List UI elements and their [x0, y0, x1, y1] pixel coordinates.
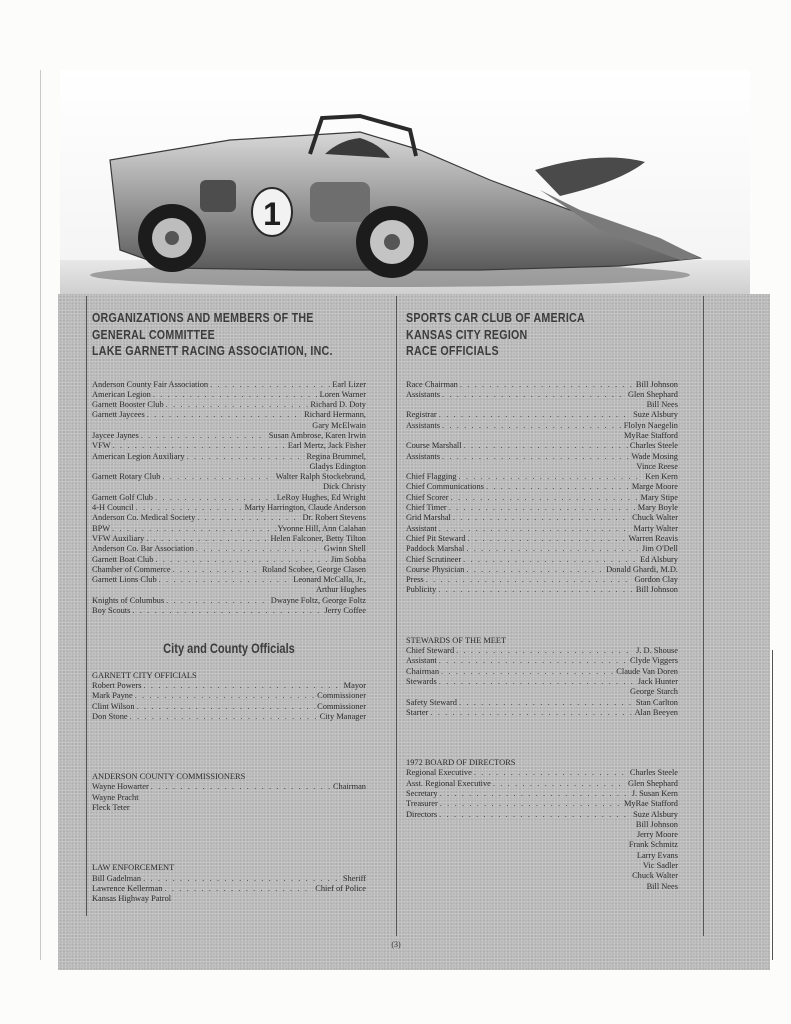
entry-row [92, 493, 366, 503]
entry-row [406, 482, 678, 492]
entry-value: MyRae Stafford [623, 799, 678, 809]
leader-dots [439, 656, 628, 666]
entry-value: Richard D. Doty [310, 400, 366, 410]
leader-dots [439, 524, 632, 534]
entry-label: Lawrence Kellerman [92, 883, 163, 893]
stewards-subhead: STEWARDS OF THE MEET [406, 635, 507, 645]
entry-value: Jack Hunter [637, 676, 678, 686]
entry-value: Bill Johnson [635, 379, 678, 389]
entry-value: Clyde Viggers [630, 656, 678, 666]
entry-row [406, 799, 678, 809]
leader-dots [147, 410, 302, 420]
entry-row [406, 380, 678, 390]
entry-label: Garnett Rotary Club [92, 472, 161, 482]
entry-label: Garnett Jaycees [92, 410, 145, 420]
entry-value: J. Susan Kern [631, 789, 678, 798]
entry-row [406, 779, 678, 789]
city-county-title: City and County Officials [163, 641, 295, 657]
entry-row [406, 555, 678, 565]
leader-dots [493, 779, 626, 789]
leader-dots [164, 884, 313, 894]
entry-label: Garnett Golf Club [92, 492, 153, 502]
leader-dots [439, 410, 631, 420]
leader-dots [146, 534, 268, 544]
stewards-list [406, 646, 678, 718]
entry-row [406, 656, 678, 666]
entry-row [92, 555, 366, 565]
organizations-list [92, 380, 366, 617]
leader-dots [466, 565, 604, 575]
leader-dots [459, 698, 634, 708]
law-enforcement-subhead: LAW ENFORCEMENT [92, 863, 175, 873]
entry-label: Chief Timer [406, 503, 447, 513]
column-rule-right [703, 296, 704, 936]
entry-row [406, 585, 678, 595]
city-officials-subhead: GARNETT CITY OFFICIALS [92, 670, 197, 680]
leader-dots [438, 585, 634, 595]
entry-continuation: Jerry Moore [636, 830, 678, 840]
entry-label: Garnett Lions Club [92, 575, 157, 585]
leader-dots [196, 544, 322, 554]
entry-continuation: Bill Johnson [635, 819, 678, 829]
entry-value: Glen Shephard [627, 778, 678, 788]
entry-row [92, 596, 366, 606]
entry-label: Assistants [406, 420, 440, 430]
leader-dots [197, 513, 300, 523]
entry-label: VFW Auxiliary [92, 533, 145, 543]
entry-value: Donald Ghardi, M.D. [606, 564, 678, 574]
entry-label: Race Chairman [406, 379, 458, 389]
entry-label: Chief Scorer [406, 492, 449, 502]
county-commissioners-list [92, 782, 366, 792]
leader-dots [187, 452, 305, 462]
scan-edge-right [772, 650, 773, 960]
city-officials-list [92, 681, 366, 722]
entry-label: Chairman [406, 666, 440, 676]
entry-value: Charles Steele [629, 768, 678, 778]
entry-label: Regional Executive [406, 768, 472, 778]
entry-continuation: Vic Sadler [642, 861, 678, 871]
entry-label: Chamber of Commerce [92, 564, 171, 574]
entry-value: Roland Scobee, George Clasen [261, 564, 366, 574]
entry-value: Jim O'Dell [641, 544, 678, 554]
leader-dots [141, 431, 267, 441]
entry-label: Secretary [406, 789, 438, 798]
entry-value: Dr. Robert Stevens [302, 513, 366, 523]
leader-dots [166, 400, 309, 410]
entry-row [92, 702, 366, 712]
entry-value: Chief of Police [315, 883, 366, 893]
column-rule-left [86, 296, 87, 916]
leader-dots [442, 452, 629, 462]
plain-line: Kansas Highway Patrol [92, 894, 172, 904]
entry-label: Chief Pit Steward [406, 533, 466, 543]
left-column [92, 310, 366, 904]
board-subhead: 1972 BOARD OF DIRECTORS [406, 758, 516, 768]
entry-row [92, 782, 366, 792]
entry-value: Warren Reavis [628, 533, 678, 543]
entry-value: Claude Van Doren [616, 666, 678, 676]
leader-dots [153, 390, 318, 400]
leader-dots [132, 606, 322, 616]
county-commissioners-plain [92, 793, 366, 814]
entry-continuation: Chuck Walter [632, 871, 678, 881]
race-car-illustration [60, 70, 750, 294]
leader-dots [440, 789, 630, 799]
entry-label: Asst. Regional Executive [406, 778, 491, 788]
entry-value: Jim Sobba [330, 554, 366, 564]
entry-continuation: Gary McElwain [312, 420, 366, 430]
entry-row [406, 513, 678, 523]
leader-dots [460, 380, 634, 390]
entry-label: Assistant [406, 523, 437, 533]
entry-row [92, 441, 366, 451]
leader-dots [458, 472, 643, 482]
leader-dots [166, 596, 269, 606]
entry-label: Anderson Co. Bar Association [92, 544, 194, 554]
entry-label: Anderson Co. Medical Society [92, 513, 196, 523]
leader-dots [426, 575, 633, 585]
entry-value: Gordon Clay [634, 575, 678, 585]
entry-row [406, 565, 678, 575]
entry-value: Mary Stipe [640, 492, 678, 502]
leader-dots [135, 691, 315, 701]
entry-label: BPW [92, 523, 111, 533]
entry-label: Chief Communications [406, 482, 484, 492]
plain-line: Wayne Pracht [92, 792, 139, 802]
leader-dots [486, 482, 630, 492]
scan-edge-left [40, 70, 41, 960]
entry-label: Course Marshall [406, 441, 462, 451]
entry-value: Earl Lizer [332, 379, 366, 389]
entry-value: Chuck Walter [632, 513, 678, 523]
right-column [406, 310, 678, 892]
entry-value: Walter Ralph Stockebrand, [275, 472, 366, 482]
entry-row [92, 452, 366, 462]
leader-dots [474, 768, 628, 778]
committee-heading: ORGANIZATIONS AND MEMBERS OF THE GENERAL COMMITTEE LAKE GARNETT RACING ASSOCIATION, INC. [92, 310, 333, 358]
entry-row [406, 708, 678, 718]
entry-label: Publicity [406, 585, 437, 595]
entry-continuation: Gladys Edington [309, 461, 366, 471]
entry-label: 4-H Council [92, 503, 134, 513]
entry-row [92, 380, 366, 390]
entry-row [92, 503, 366, 513]
entry-row [406, 575, 678, 585]
entry-value: Helen Falconer, Betty Tilton [270, 533, 366, 543]
entry-label: Press [406, 575, 424, 585]
entry-row [92, 575, 366, 585]
entry-row [406, 503, 678, 513]
entry-label: Knights of Columbus [92, 595, 165, 605]
entry-label: Robert Powers [92, 680, 142, 690]
entry-row [92, 606, 366, 616]
entry-continuation: Bill Nees [646, 400, 678, 410]
entry-row [406, 441, 678, 451]
entry-label: Registrar [406, 410, 437, 420]
entry-value: Gwinn Shell [323, 544, 366, 554]
entry-continuation: MyRae Stafford [623, 430, 678, 440]
county-commissioners-subhead: ANDERSON COUNTY COMMISSIONERS [92, 772, 246, 782]
entry-label: Boy Scouts [92, 606, 131, 616]
page-number: (3) [391, 940, 401, 949]
entry-row [406, 493, 678, 503]
scca-heading: SPORTS CAR CLUB OF AMERICA KANSAS CITY REGION RACE OFFICIALS [406, 310, 585, 358]
entry-value: Leonard McCalla, Jr., [293, 575, 366, 585]
entry-value: Wade Mosing [631, 451, 678, 461]
entry-continuation: Frank Schmitz [628, 840, 678, 850]
entry-row [92, 472, 366, 482]
entry-value: Alan Beeyen [634, 707, 678, 717]
leader-dots [441, 667, 614, 677]
entry-row [406, 544, 678, 554]
leader-dots [442, 421, 622, 431]
entry-value: Marty Walter [633, 523, 678, 533]
entry-label: Stewards [406, 676, 437, 686]
entry-row [406, 698, 678, 708]
entry-label: Garnett Booster Club [92, 400, 164, 410]
entry-value: Sheriff [342, 873, 366, 883]
leader-dots [130, 712, 318, 722]
entry-value: Earl Mertz, Jack Fisher [287, 441, 366, 451]
entry-value: Mayor [343, 680, 366, 690]
entry-value: Commissioner [317, 701, 366, 711]
entry-label: Safety Steward [406, 697, 457, 707]
entry-continuation: Arthur Hughes [315, 585, 366, 595]
entry-value: Glen Shephard [627, 389, 678, 399]
leader-dots [113, 441, 286, 451]
entry-row [92, 874, 366, 884]
entry-value: Suze Alsbury [633, 410, 678, 420]
leader-dots [453, 513, 630, 523]
entry-label: Grid Marshal [406, 513, 451, 523]
entry-row [92, 681, 366, 691]
entry-label: Chief Steward [406, 646, 455, 656]
entry-value: Jerry Coffee [324, 606, 366, 616]
entry-row [92, 691, 366, 701]
leader-dots [464, 441, 628, 451]
entry-row [406, 534, 678, 544]
entry-row [406, 646, 678, 656]
entry-row [92, 534, 366, 544]
leader-dots [449, 503, 636, 513]
entry-label: Treasurer [406, 799, 438, 809]
leader-dots [463, 555, 638, 565]
leader-dots [440, 799, 622, 809]
leader-dots [456, 646, 634, 656]
entry-value: Regina Brummel, [306, 451, 366, 461]
entry-value: Susan Ambrose, Karen Irwin [268, 430, 366, 440]
leader-dots [155, 493, 275, 503]
entry-row [92, 513, 366, 523]
entry-label: Bill Gadelman [92, 873, 142, 883]
leader-dots [466, 544, 639, 554]
entry-continuation: Bill Nees [646, 881, 678, 891]
entry-row [92, 884, 366, 894]
entry-label: American Legion [92, 389, 151, 399]
entry-label: Mark Payne [92, 691, 133, 701]
column-rule-middle [396, 296, 397, 936]
entry-value: Ken Kern [645, 472, 678, 482]
leader-dots [155, 555, 328, 565]
entry-row [406, 524, 678, 534]
entry-label: Don Stone [92, 711, 128, 721]
entry-label: Starter [406, 707, 429, 717]
leader-dots [173, 565, 260, 575]
leader-dots [151, 782, 331, 792]
entry-row [406, 810, 678, 820]
entry-row [406, 421, 678, 431]
entry-continuation: Dick Christy [322, 482, 366, 492]
entry-value: LeRoy Hughes, Ed Wright [276, 492, 366, 502]
entry-value: Marty Harrington, Claude Anderson [244, 503, 366, 513]
entry-row [406, 789, 678, 799]
entry-value: Stan Carlton [635, 697, 678, 707]
entry-row [406, 452, 678, 462]
entry-value: Ed Alsbury [640, 554, 678, 564]
leader-dots [439, 810, 631, 820]
entry-value: Bill Johnson [635, 585, 678, 595]
leader-dots [137, 702, 316, 712]
entry-value: Dwayne Foltz, George Foltz [270, 595, 366, 605]
leader-dots [159, 575, 292, 585]
plain-line: Fleck Teter [92, 803, 130, 812]
entry-row [92, 712, 366, 722]
leader-dots [439, 677, 636, 687]
leader-dots [144, 681, 342, 691]
entry-value: Marge Moore [631, 482, 678, 492]
entry-continuation: Vince Reese [636, 461, 678, 471]
entry-value: Yvonne Hill, Ann Calahan [277, 523, 366, 533]
entry-row [92, 390, 366, 400]
entry-row [92, 431, 366, 441]
entry-label: Course Physician [406, 564, 465, 574]
leader-dots [210, 380, 330, 390]
entry-value: J. D. Shouse [636, 646, 678, 656]
entry-label: Chief Flagging [406, 472, 457, 482]
entry-row [406, 472, 678, 482]
entry-value: Flolyn Naegelin [623, 420, 678, 430]
entry-label: Wayne Howarter [92, 782, 149, 792]
entry-label: Directors [406, 809, 438, 819]
leader-dots [136, 503, 243, 513]
entry-label: Assistants [406, 389, 440, 399]
entry-row [406, 667, 678, 677]
entry-row [92, 410, 366, 420]
law-enforcement-plain [92, 894, 366, 904]
law-enforcement-list [92, 874, 366, 895]
entry-value: Commissioner [317, 691, 366, 701]
entry-label: Paddock Marshal [406, 544, 465, 554]
race-officials-list [406, 380, 678, 596]
entry-row [406, 768, 678, 778]
leader-dots [468, 534, 627, 544]
entry-row [406, 677, 678, 687]
leader-dots [451, 493, 639, 503]
entry-row [406, 390, 678, 400]
entry-label: American Legion Auxiliary [92, 451, 185, 461]
entry-row [92, 565, 366, 575]
entry-label: Assistants [406, 451, 440, 461]
leader-dots [162, 472, 273, 482]
entry-row [92, 544, 366, 554]
leader-dots [442, 390, 626, 400]
car-number: 1 [263, 196, 281, 232]
entry-row [406, 410, 678, 420]
race-car-photo [60, 70, 750, 294]
entry-label: Garnett Boat Club [92, 554, 154, 564]
entry-value: Suze Alsbury [633, 809, 678, 819]
board-of-directors-list [406, 768, 678, 892]
entry-value: Loren Warner [319, 389, 366, 399]
entry-row [92, 400, 366, 410]
entry-label: Chief Scrutineer [406, 554, 462, 564]
leader-dots [112, 524, 275, 534]
entry-label: Assistant [406, 656, 437, 666]
entry-row [92, 524, 366, 534]
leader-dots [430, 708, 632, 718]
entry-value: Mary Boyle [637, 503, 678, 513]
entry-continuation: George Starch [630, 687, 678, 697]
entry-label: Clint Wilson [92, 701, 135, 711]
leader-dots [143, 874, 341, 884]
entry-label: VFW [92, 441, 111, 451]
entry-value: City Manager [319, 711, 366, 721]
entry-continuation: Larry Evans [636, 850, 678, 860]
entry-value: Chairman [332, 782, 366, 792]
entry-value: Charles Steele [629, 441, 678, 451]
entry-label: Jaycee Jaynes [92, 430, 139, 440]
entry-value: Richard Hermann, [304, 410, 366, 420]
entry-label: Anderson County Fair Association [92, 379, 209, 389]
